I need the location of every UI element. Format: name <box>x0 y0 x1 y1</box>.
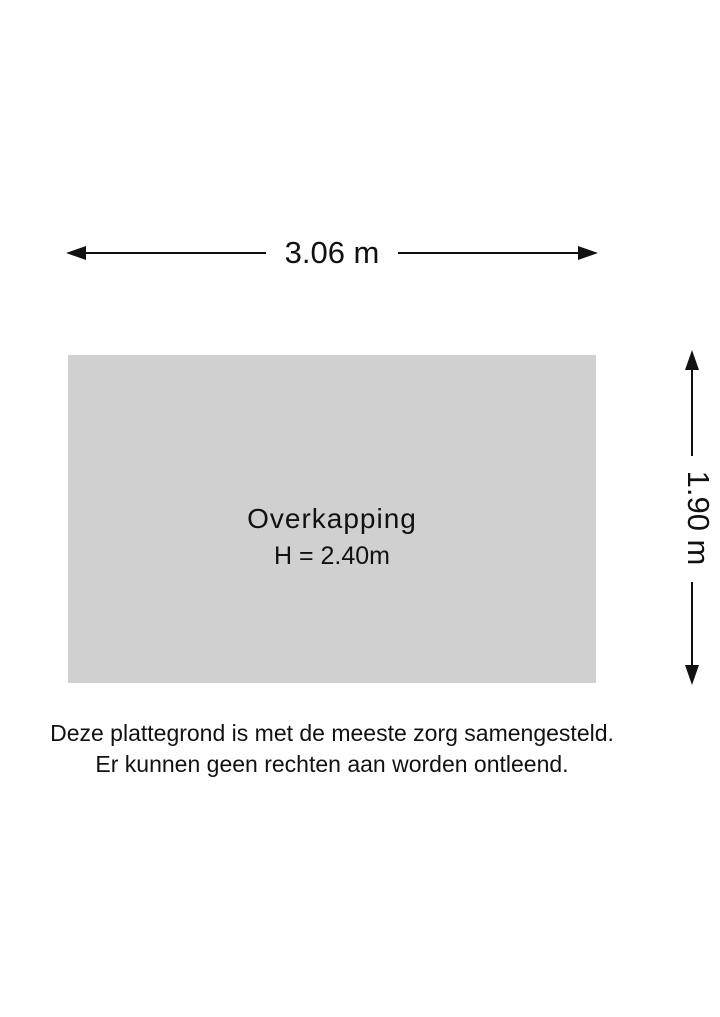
width-dimension-label: 3.06 m <box>270 236 394 270</box>
room-height-label: H = 2.40m <box>273 542 391 570</box>
disclaimer-line-2: Er kunnen geen rechten aan worden ontleend. <box>95 751 569 777</box>
disclaimer-line-1: Deze plattegrond is met de meeste zorg samengesteld. <box>50 720 614 746</box>
depth-dimension-label: 1.90 m <box>681 456 715 580</box>
arrowhead-right-icon <box>578 246 598 260</box>
arrowhead-up-icon <box>685 350 699 370</box>
room-name-label: Overkapping <box>247 503 417 534</box>
arrowhead-left-icon <box>66 246 86 260</box>
arrowhead-down-icon <box>685 665 699 685</box>
disclaimer-text <box>0 718 664 780</box>
